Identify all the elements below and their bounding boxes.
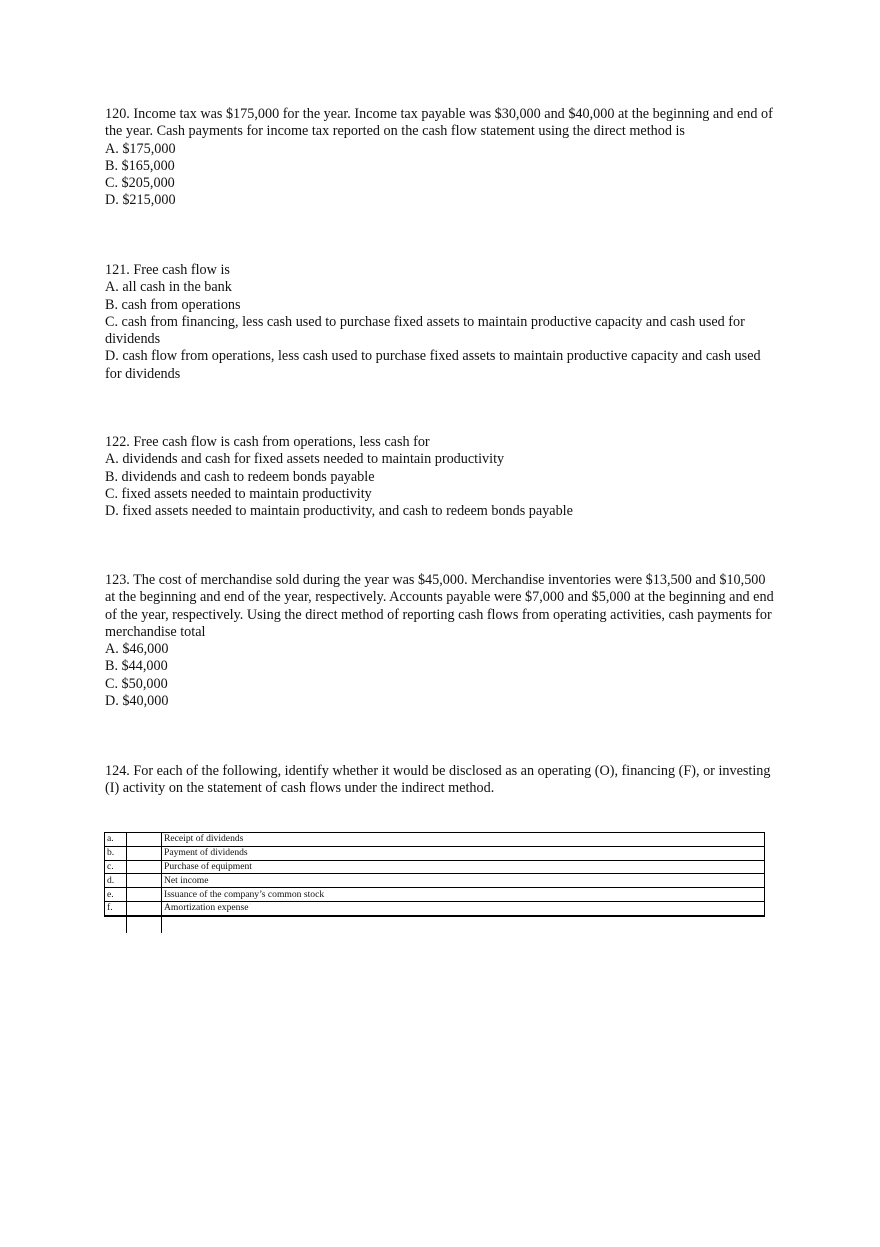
activity-item: Issuance of the company’s common stock xyxy=(162,888,765,902)
answer-option-a: A. $46,000 xyxy=(105,641,169,658)
question-stem: 124. For each of the following, identify whether it would be disclosed as an operating (O), financing (F), or investing (I) activity on the statement of cash flows under the indirect method. xyxy=(105,763,771,797)
table-row xyxy=(105,901,765,915)
question-120 xyxy=(105,106,775,210)
activity-item: Payment of dividends xyxy=(162,846,765,860)
question-stem: 120. Income tax was $175,000 for the year. Income tax payable was $30,000 and $40,000 at the beginning and end of the year. Cash payments for income tax reported on the cash flow statement using the direct method is xyxy=(105,106,773,140)
table-row xyxy=(105,860,765,874)
answer-cell[interactable] xyxy=(127,846,162,860)
table-trailing-row xyxy=(105,916,765,933)
answer-option-b: B. $165,000 xyxy=(105,157,175,174)
answer-option-c: C. cash from financing, less cash used to purchase fixed assets to maintain productive capacity and cash used for dividends xyxy=(105,313,745,348)
answer-cell[interactable] xyxy=(127,860,162,874)
activity-item: Purchase of equipment xyxy=(162,860,765,874)
answer-option-a: A. $175,000 xyxy=(105,140,176,157)
activity-item: Net income xyxy=(162,874,765,888)
answer-option-a: A. dividends and cash for fixed assets needed to maintain productivity xyxy=(105,451,505,468)
table-row xyxy=(105,833,765,847)
answer-cell[interactable] xyxy=(127,901,162,915)
empty-cell xyxy=(162,916,765,933)
activity-item: Amortization expense xyxy=(162,901,765,915)
answer-option-d: D. fixed assets needed to maintain productivity, and cash to redeem bonds payable xyxy=(105,503,573,520)
answer-cell[interactable] xyxy=(127,888,162,902)
table-row xyxy=(105,888,765,902)
question-123 xyxy=(105,572,775,710)
activity-classification-table xyxy=(104,832,765,933)
question-stem: 122. Free cash flow is cash from operations, less cash for xyxy=(105,434,430,450)
row-letter: c. xyxy=(105,860,127,874)
answer-cell[interactable] xyxy=(127,874,162,888)
answer-option-b: B. cash from operations xyxy=(105,296,241,313)
answer-option-a: A. all cash in the bank xyxy=(105,279,232,296)
activity-item: Receipt of dividends xyxy=(162,833,765,847)
question-stem: 121. Free cash flow is xyxy=(105,262,230,278)
row-letter: a. xyxy=(105,833,127,847)
answer-option-c: C. fixed assets needed to maintain productivity xyxy=(105,485,372,502)
question-121 xyxy=(105,262,775,383)
row-letter: d. xyxy=(105,874,127,888)
answer-option-d: D. $215,000 xyxy=(105,192,176,209)
empty-cell xyxy=(105,916,127,933)
answer-option-d: D. $40,000 xyxy=(105,693,169,710)
answer-option-c: C. $50,000 xyxy=(105,675,168,692)
question-122 xyxy=(105,434,775,520)
row-letter: b. xyxy=(105,846,127,860)
table-row xyxy=(105,846,765,860)
answer-option-d: D. cash flow from operations, less cash used to purchase fixed assets to maintain productive capacity and cash used for dividends xyxy=(105,348,761,382)
answer-cell[interactable] xyxy=(127,833,162,847)
row-letter: e. xyxy=(105,888,127,902)
answer-option-c: C. $205,000 xyxy=(105,175,175,192)
empty-cell xyxy=(127,916,162,933)
table-row xyxy=(105,874,765,888)
row-letter: f. xyxy=(105,901,127,915)
question-stem: 123. The cost of merchandise sold during the year was $45,000. Merchandise inventories were $13,500 and $10,500 at the beginning and end of the year, respectively. Accounts payable were $7,000 and $5,000 at the beginning and end of the year, respectively. Using the direct method of reporting cash flows from operating activities, cash payments for merchandise total xyxy=(105,572,774,640)
question-124 xyxy=(105,763,775,798)
answer-option-b: B. dividends and cash to redeem bonds payable xyxy=(105,468,375,485)
answer-option-b: B. $44,000 xyxy=(105,658,168,675)
